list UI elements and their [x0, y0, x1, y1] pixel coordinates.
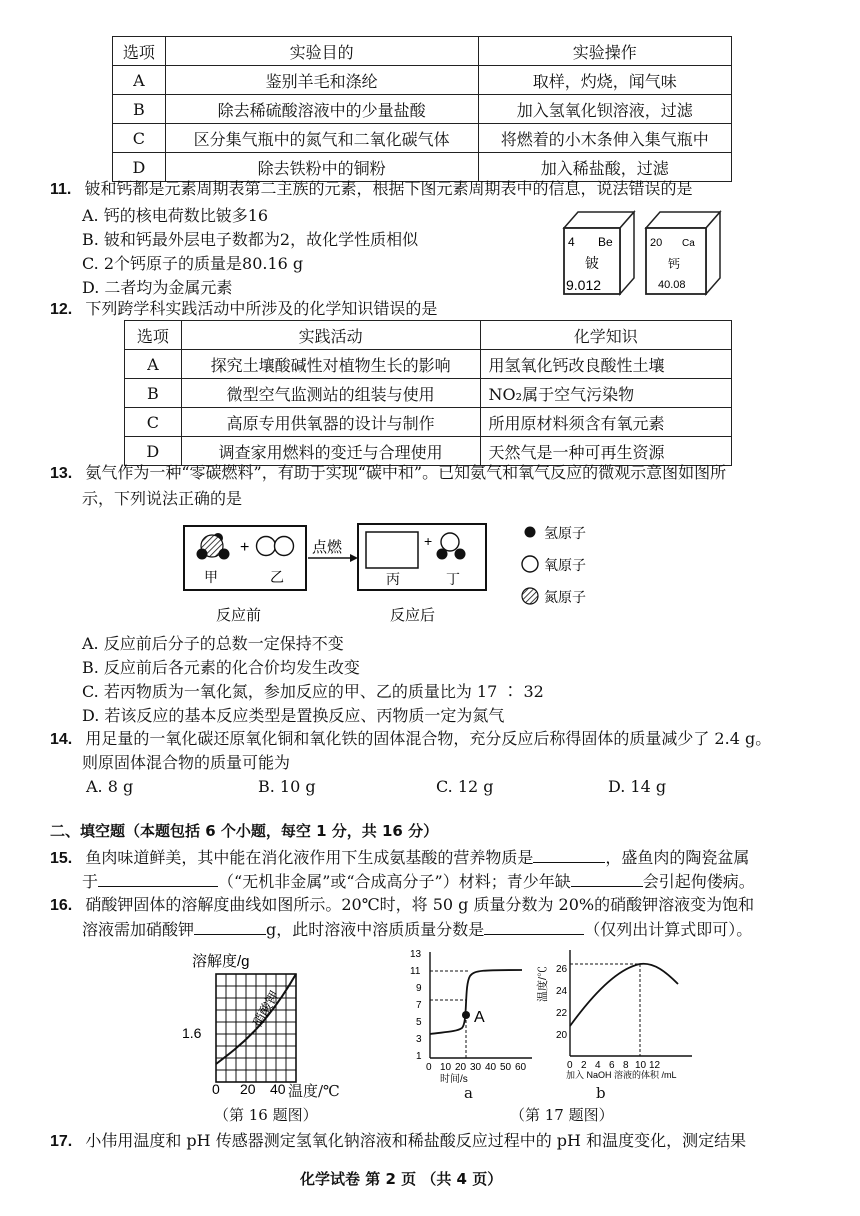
- q17-stem: [50, 1130, 746, 1153]
- be-number: 4: [568, 235, 575, 249]
- table-cell: B: [125, 379, 182, 408]
- table-cell: 取样，灼烧，闻气味: [478, 66, 731, 95]
- table-cell: A: [113, 66, 166, 95]
- question-number: 14.: [50, 731, 73, 748]
- x-tick: 20: [240, 1081, 256, 1096]
- option-b: B. 10 g: [258, 777, 316, 796]
- plus-sign: +: [424, 533, 433, 549]
- option-a: A. 8 g: [86, 777, 134, 796]
- chart-xlabel: 加入 NaOH 溶液的体积 /mL: [566, 1070, 677, 1080]
- chart-ylabel: 温度/℃: [537, 965, 549, 1002]
- table-cell: 区分集气瓶中的氮气和二氧化碳气体: [165, 124, 478, 153]
- y-tick: 13: [410, 949, 422, 960]
- question-text: （“无机非金属”或“合成高分子”）材料；青少年缺: [218, 872, 571, 891]
- x-tick: 10: [635, 1060, 647, 1071]
- legend-nitrogen: 氮原子: [544, 589, 586, 605]
- table-row: [125, 379, 732, 408]
- question-number: 16.: [50, 897, 73, 914]
- q12-stem: [50, 298, 437, 321]
- question-text: 硝酸钾固体的溶解度曲线如图所示。20℃时，将 50 g 质量分数为 20%的硝酸钾溶液变为饱和: [85, 895, 755, 914]
- question-text: （仅列出计算式即可）。: [584, 920, 753, 939]
- table-cell: 高原专用供氧器的设计与制作: [181, 408, 480, 437]
- x-tick: 30: [470, 1062, 482, 1073]
- x-tick: 10: [440, 1062, 452, 1073]
- x-tick: 0: [212, 1081, 220, 1096]
- question-text: 小伟用温度和 pH 传感器测定氢氧化钠溶液和稀盐酸反应过程中的 pH 和温度变化，测定结果: [85, 1131, 747, 1150]
- label-yi: 乙: [270, 569, 284, 585]
- table-header: 选项: [113, 37, 166, 66]
- question-number: 12.: [50, 301, 73, 318]
- option-c: C. 若丙物质为一氧化氮，参加反应的甲、乙的质量比为 17 ∶ 32: [82, 682, 544, 701]
- question-text: 氨气作为一种“零碳燃料”，有助于实现“碳中和”。已知氨气和氧气反应的微观示意图如图所: [85, 463, 727, 482]
- y-tick: 11: [410, 966, 421, 977]
- x-tick: 40: [270, 1081, 286, 1096]
- table-row: [113, 124, 732, 153]
- question-text: 于: [82, 872, 99, 891]
- table-header: 选项: [125, 321, 182, 350]
- y-tick: 20: [556, 1030, 568, 1041]
- ca-symbol: Ca: [682, 238, 695, 249]
- figure-caption: （第 16 题图）: [214, 1106, 318, 1124]
- be-name: 铍: [585, 255, 599, 271]
- question-text: ，盛鱼肉的陶瓷盆属: [605, 848, 750, 867]
- question-text: 则原固体混合物的质量可能为: [82, 753, 291, 772]
- table-cell: 调查家用燃料的变迁与合理使用: [181, 437, 480, 466]
- question-number: 13.: [50, 465, 73, 482]
- option-d: D. 若该反应的基本反应类型是置换反应、丙物质一定为氮气: [82, 706, 505, 725]
- chart-xlabel: 温度/℃: [288, 1082, 340, 1100]
- q15-line1: [50, 846, 749, 870]
- x-tick: 0: [426, 1062, 432, 1073]
- table-row: [125, 350, 732, 379]
- q10-table: [112, 36, 732, 182]
- answer-blank[interactable]: [484, 918, 584, 935]
- x-tick: 40: [485, 1062, 497, 1073]
- table-header: 实验操作: [478, 37, 731, 66]
- y-tick: 1.6: [182, 1025, 202, 1041]
- option-d: D. 二者均为金属元素: [82, 278, 233, 297]
- y-tick: 1: [416, 1051, 422, 1062]
- q13-stem: [50, 462, 726, 485]
- table-cell: A: [125, 350, 182, 379]
- y-tick: 24: [556, 986, 568, 997]
- label-ding: 丁: [446, 571, 460, 587]
- q16-line2: [82, 918, 752, 941]
- table-cell: 所用原材料须含有氧元素: [480, 408, 731, 437]
- legend-oxygen: 氧原子: [544, 557, 586, 573]
- question-text: 铍和钙都是元素周期表第二主族的元素，根据下图元素周期表中的信息，说法错误的是: [84, 179, 693, 198]
- question-text: 示，下列说法正确的是: [82, 489, 243, 508]
- ph-chart: [404, 946, 536, 1086]
- x-tick: 12: [649, 1060, 661, 1071]
- answer-blank[interactable]: [98, 870, 218, 887]
- table-cell: C: [125, 408, 182, 437]
- point-a: [462, 1011, 470, 1019]
- y-tick: 9: [416, 983, 422, 994]
- table-cell: 微型空气监测站的组装与使用: [181, 379, 480, 408]
- q12-table: [124, 320, 732, 466]
- question-text: 下列跨学科实践活动中所涉及的化学知识错误的是: [85, 299, 438, 318]
- subfigure-label: b: [596, 1084, 606, 1102]
- option-c: C. 12 g: [436, 777, 494, 796]
- reaction-diagram: [180, 512, 620, 628]
- reaction-condition: 点燃: [312, 539, 343, 556]
- question-text: 用足量的一氧化碳还原氧化铜和氧化铁的固体混合物，充分反应后称得固体的质量减少了 2.4 g。: [85, 729, 772, 748]
- table-cell: 天然气是一种可再生资源: [480, 437, 731, 466]
- y-tick: 3: [416, 1034, 422, 1045]
- page-footer: 化学试卷 第 2 页 （共 4 页）: [300, 1170, 503, 1188]
- q14-stem: [50, 728, 771, 751]
- label-jia: 甲: [204, 569, 218, 585]
- section-heading: 二、填空题（本题包括 6 个小题，每空 1 分，共 16 分）: [50, 822, 439, 840]
- table-cell: B: [113, 95, 166, 124]
- option-b: B. 铍和钙最外层电子数都为2，故化学性质相似: [82, 230, 419, 249]
- y-tick: 5: [416, 1017, 422, 1028]
- subfigure-label: a: [464, 1084, 473, 1102]
- temperature-chart: [536, 944, 696, 1080]
- label-after: 反应后: [390, 607, 436, 624]
- y-tick: 22: [556, 1008, 568, 1019]
- table-cell: D: [113, 153, 166, 182]
- x-tick: 0: [567, 1060, 573, 1071]
- point-a-label: A: [474, 1009, 485, 1026]
- x-tick: 4: [595, 1060, 601, 1071]
- chart-ylabel: 溶解度/g: [192, 953, 250, 970]
- table-cell: 将燃着的小木条伸入集气瓶中: [478, 124, 731, 153]
- table-cell: 鉴别羊毛和涤纶: [165, 66, 478, 95]
- ca-name: 钙: [668, 257, 681, 271]
- table-row: [113, 66, 732, 95]
- table-cell: 加入稀盐酸，过滤: [478, 153, 731, 182]
- question-text: 溶液需加硝酸钾: [82, 920, 195, 939]
- label-before: 反应前: [216, 607, 262, 624]
- table-cell: 除去稀硫酸溶液中的少量盐酸: [165, 95, 478, 124]
- table-cell: 探究土壤酸碱性对植物生长的影响: [181, 350, 480, 379]
- question-text: 鱼肉味道鲜美，其中能在消化液作用下生成氨基酸的营养物质是: [85, 848, 534, 867]
- x-tick: 60: [515, 1062, 527, 1073]
- question-number: 15.: [50, 850, 73, 867]
- be-symbol: Be: [598, 235, 613, 249]
- ca-mass: 40.08: [658, 279, 686, 291]
- element-cards: [558, 198, 748, 298]
- be-mass: 9.012: [566, 277, 602, 293]
- solubility-chart: [180, 946, 350, 1096]
- table-row: [113, 95, 732, 124]
- table-cell: 除去铁粉中的铜粉: [165, 153, 478, 182]
- option-b: B. 反应前后各元素的化合价均发生改变: [82, 658, 360, 677]
- plus-sign: +: [240, 539, 250, 556]
- figure-caption: （第 17 题图）: [510, 1106, 614, 1124]
- x-tick: 8: [623, 1060, 629, 1071]
- answer-blank[interactable]: [571, 870, 643, 887]
- option-d: D. 14 g: [608, 777, 667, 796]
- question-text: 会引起佝偻病。: [642, 872, 755, 891]
- x-tick: 50: [500, 1062, 512, 1073]
- chart-xlabel: 时间/s: [440, 1074, 468, 1085]
- option-a: A. 钙的核电荷数比铍多16: [82, 206, 269, 225]
- option-a: A. 反应前后分子的总数一定保持不变: [82, 634, 344, 653]
- table-cell: 用氢氧化钙改良酸性土壤: [480, 350, 731, 379]
- option-c: C. 2个钙原子的质量是80.16 g: [82, 254, 304, 273]
- table-cell: D: [125, 437, 182, 466]
- answer-blank[interactable]: [533, 846, 605, 863]
- curve-label: 硝酸钾: [249, 988, 283, 1030]
- question-text: g，此时溶液中溶质质量分数是: [266, 920, 485, 939]
- ca-number: 20: [650, 237, 663, 249]
- table-cell: C: [113, 124, 166, 153]
- x-tick: 20: [455, 1062, 467, 1073]
- table-row: [125, 408, 732, 437]
- q15-line2: [82, 870, 755, 893]
- q16-line1: [50, 894, 754, 917]
- y-tick: 7: [416, 1000, 422, 1011]
- question-number: 17.: [50, 1133, 73, 1150]
- question-number: 11.: [50, 181, 72, 198]
- table-cell: NO₂属于空气污染物: [480, 379, 731, 408]
- table-header: 实践活动: [181, 321, 480, 350]
- label-bing: 丙: [386, 571, 400, 587]
- x-tick: 2: [581, 1060, 587, 1071]
- table-header: 实验目的: [165, 37, 478, 66]
- y-tick: 26: [556, 964, 568, 975]
- table-cell: 加入氢氧化钡溶液，过滤: [478, 95, 731, 124]
- legend-hydrogen: 氢原子: [544, 525, 586, 541]
- answer-blank[interactable]: [194, 918, 266, 935]
- temperature-curve: [570, 964, 678, 1026]
- x-tick: 6: [609, 1060, 615, 1071]
- table-header: 化学知识: [480, 321, 731, 350]
